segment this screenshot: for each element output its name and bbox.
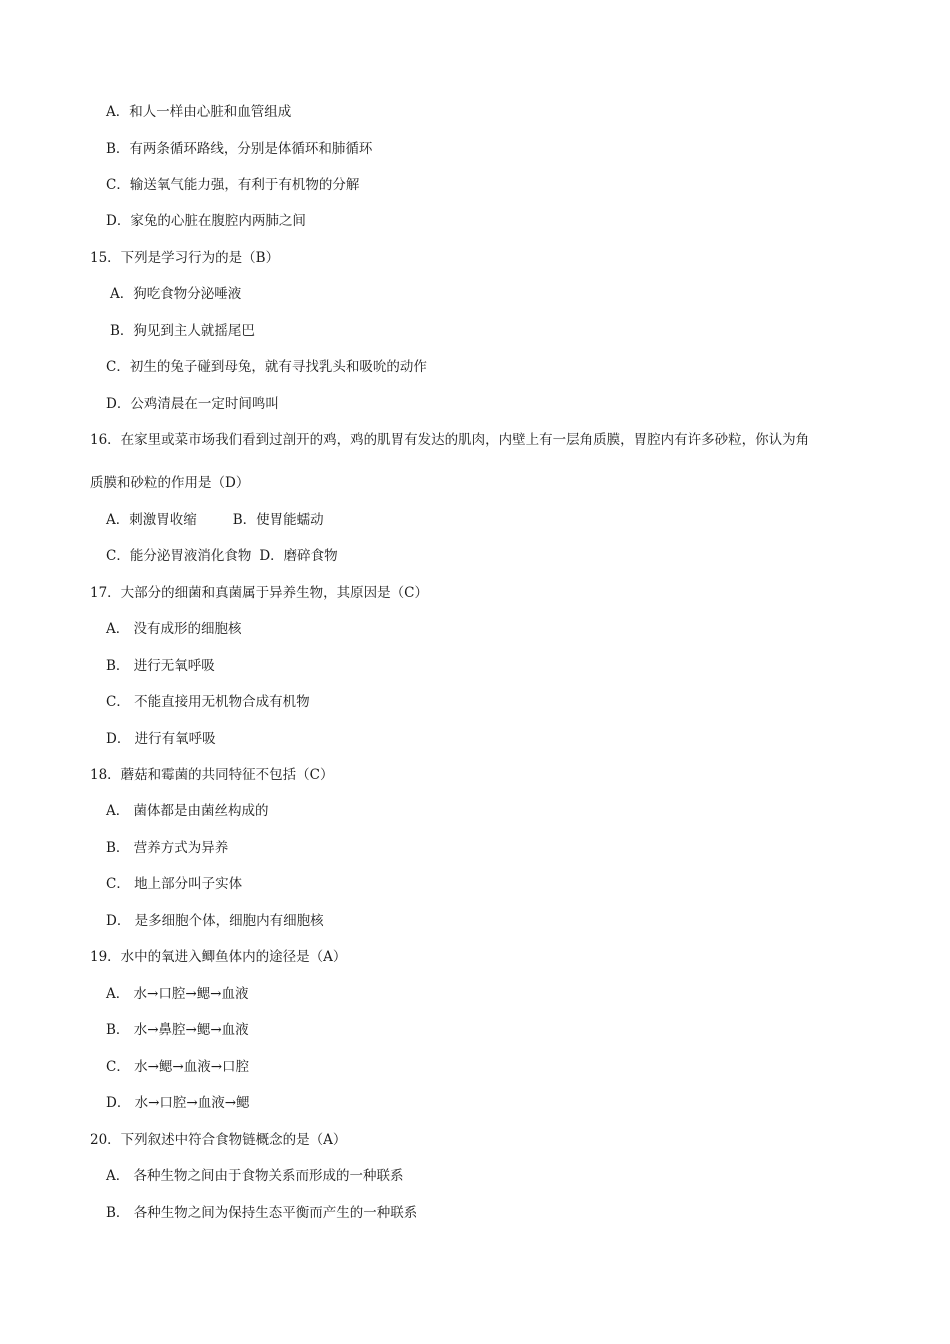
q19-option-b: B． 水→鼻腔→鳃→血液 [106, 1022, 249, 1038]
q16-options-row2 [106, 547, 338, 565]
q18-stem: 18．蘑菇和霉菌的共同特征不包括（C） [90, 767, 334, 783]
q18-option-d: D． 是多细胞个体，细胞内有细胞核 [106, 913, 324, 929]
q16-stem-line1: 16．在家里或菜市场我们看到过剖开的鸡，鸡的肌胃有发达的肌肉，内壁上有一层角质膜，胃腔内有许多砂粒，你认为角 [90, 432, 810, 448]
q17-option-d: D． 进行有氧呼吸 [106, 731, 216, 747]
q15-option-b: B．狗见到主人就摇尾巴 [110, 323, 255, 339]
q17-stem: 17．大部分的细菌和真菌属于异养生物，其原因是（C） [90, 585, 429, 601]
q19-option-c: C． 水→鳃→血液→口腔 [106, 1059, 250, 1075]
q20-option-b: B． 各种生物之间为保持生态平衡而产生的一种联系 [106, 1205, 418, 1221]
q16-stem-line2: 质膜和砂粒的作用是（D） [90, 475, 250, 491]
q19-option-d: D． 水→口腔→血液→鳃 [106, 1095, 250, 1111]
q14-option-a: A．和人一样由心脏和血管组成 [106, 104, 292, 120]
q16-options-row1 [106, 511, 324, 529]
q16-option-a: A．刺激胃收缩 [106, 512, 197, 528]
q19-option-a: A． 水→口腔→鳃→血液 [106, 986, 249, 1002]
q17-option-a: A． 没有成形的细胞核 [106, 621, 242, 637]
q15-stem: 15．下列是学习行为的是（B） [90, 250, 280, 266]
q20-option-a: A． 各种生物之间由于食物关系而形成的一种联系 [106, 1168, 404, 1184]
q14-option-c: C．输送氧气能力强，有利于有机物的分解 [106, 177, 360, 193]
q16-option-b: B．使胃能蠕动 [232, 512, 324, 528]
q18-option-b: B． 营养方式为异养 [106, 840, 229, 856]
q14-option-d: D．家兔的心脏在腹腔内两肺之间 [106, 213, 306, 229]
q15-option-c: C．初生的兔子碰到母兔，就有寻找乳头和吸吮的动作 [106, 359, 427, 375]
q17-option-c: C． 不能直接用无机物合成有机物 [106, 694, 310, 710]
q15-option-a: A．狗吃食物分泌唾液 [110, 286, 242, 302]
q17-option-b: B． 进行无氧呼吸 [106, 658, 215, 674]
q20-stem: 20．下列叙述中符合食物链概念的是（A） [90, 1132, 347, 1148]
q19-stem: 19．水中的氧进入鲫鱼体内的途径是（A） [90, 949, 347, 965]
q18-option-a: A． 菌体都是由菌丝构成的 [106, 803, 269, 819]
q16-option-d: D．磨碎食物 [259, 548, 338, 564]
q15-option-d: D．公鸡清晨在一定时间鸣叫 [106, 396, 279, 412]
q18-option-c: C． 地上部分叫子实体 [106, 876, 243, 892]
q14-option-b: B．有两条循环路线，分别是体循环和肺循环 [106, 141, 373, 157]
q16-option-c: C．能分泌胃液消化食物 [106, 548, 252, 564]
